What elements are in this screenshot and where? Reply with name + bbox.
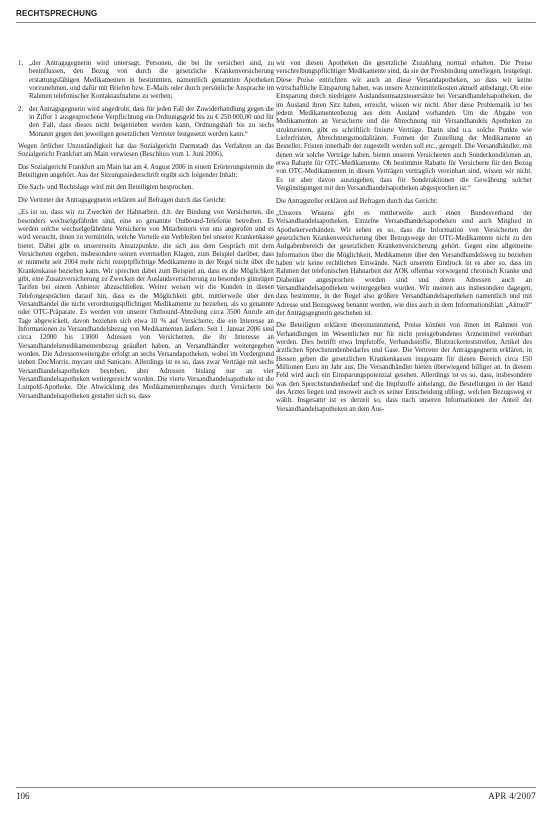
list-number: 2. <box>18 105 24 113</box>
paragraph: Die Vertreter der Antragsgegnerin erklären auf Befragen durch das Gericht: <box>18 196 226 204</box>
paragraph: „Es ist so, dass wir zu Zwecken der Hahnarbeit, d.h. der Bindung von Versicherten, die besonders wechselgefährdet sind, eine so genannte Outbound-Telefonie betreiben. Es werden solche wechselgefährdete Versicherte von Mitarbeitern von uns angerufen und es wird versucht, ihnen zu vermitteln, welche Vorteile ein Verbleiben bei unserer Krankenkasse bietet. Dabei gibt es unsererseits Ansatzpunkte, die sich aus dem Gespräch mit dem Versicherten ergeben, insbesondere seinen eventuellen Klagen, zum Beispiel darüber, dass er nunmehr seit 2004 mehr nicht rezeptpflichtige Medikamente in der Regel nicht über die Krankenkasse beziehen kann. Wir sprechen dabei zum Beispiel an, dass es die Möglichkeit gibt, eine Zusatzversicherung zu Zwecken der Auslandsversicherung zu besonders günstigen Tarifen bei einem Anbieter abzuschließen. Weiter weisen wir die Kunden in diesen Telefongesprächen darauf hin, dass es die Möglichkeit gibt, mittlerweile über den Versandhandel die nicht verordnungspflichtigen Medikamente zu beziehen, als so genannte oder OTC-Präparate. Es werden von unserer Outbound-Abteilung circa 3500 Anrufe am Tage abgewickelt, davon beziehen sich etwa 10 % auf Versicherte, die ein Interesse an Informationen zu Versandhandelsbezug von Medikamenten äußern. Seit 1. Januar 2006 sind circa 12000 bis 13000 Adressen von Versicherten, die ihr Interesse an Versandhandelsmedikamentenbezug geäußert haben, an Versandhändler weitergegeben worden. Die Adressenweitergabe erfolgt an sechs Versandapotheken, wobei im Vordergrund stehen DocMorris, mycare und Sanicare. Allerdings ist es so, dass zwar Verträge mit sechs Versandhandelsapotheken bestehen, aber Adressen bislang nur an vier Versandhandelsapotheken weitergereicht worden. Die vierte Versandhandelsapotheke ist die Luitpold-Apotheke. Die Abwicklung des Medikamentenbezuges durch Versicherte bei Versandhandelsapotheken gestaltet sich so, dass <box>18 209 274 400</box>
page-number: 106 <box>16 791 30 801</box>
section-label: RECHTSPRECHUNG <box>16 9 98 18</box>
list-item <box>18 60 274 102</box>
footer-rule <box>16 787 536 788</box>
paragraph: Wegen örtlicher Unzuständigkeit hat das Sozialgericht Darmstadt das Verfahren an das Sozialgericht Frankfurt am Main verwiesen (Beschluss vom 1. Juni 2006). <box>18 143 274 159</box>
left-column <box>18 60 274 782</box>
header-rule <box>16 22 536 23</box>
list-number: 1. <box>18 60 24 67</box>
right-column <box>276 60 532 782</box>
paragraph: Das Sozialgericht Frankfurt am Main hat am 4. August 2006 in einem Erörterungstermin die Beteiligten angehört. Aus der Sitzungsniederschrift ergibt sich folgender Inhalt: <box>18 163 274 180</box>
list-text: der Antragsgegnerin wird angedroht, dass für jeden Fall der Zuwiderhandlung gegen die in Ziffer 1 ausgesprochene Verpflichtung ein Ordnungsgeld bis zu € 250.000,00 und für den Fall, dass dieses nicht beigetrieben werden kann, Ordnungshaft bis zu sechs Monaten gegen den jeweiligen gesetzlichen Vertreter festgesetzt werden kann.“ <box>29 105 274 138</box>
list-text: „der Antragsgegnerin wird untersagt, Personen, die bei ihr versichert sind, zu beeinflussen, den Bezug von durch die gesetzliche Krankenversicherung erstattungsfähigen Medikamenten in bestimmten, namentlich genannten Apotheken vorzunehmen, und dafür mit Briefen bzw. E-Mails oder durch persönliche Ansprache im Rahmen telefonischer Kontaktaufnahme zu werben; <box>29 60 274 101</box>
paragraph: wir von diesen Apotheken die gesetzliche Zuzahlung normal erhalten. Die Preise verschreibungspflichtiger Medikamente sind, da sie der Preisbindung unterliegen, festgelegt. Diese Preise entrichten wir auch an diese Versandapotheken, so dass wir keine wirtschaftliche Einsparung haben, was unsere Arzneimittelkosten aktuell anbelangt. Ob eine Einsparung durch niedrigere Auslandsumsatzsteuersätze bei Versandhandelsapotheken, die im Ausland ihren Sitz haben, erreicht, wissen wir nicht. Aber diese Problematik ist bei jedem Medikamentenbezug aus dem Ausland vorhanden. Um die Abgabe von Medikamenten an Versicherte und die Abrechnung mit Versandhandels Apotheken zu strukturieren, gibt es schriftlich fixierte Verträge. Darin sind u.a. solche Punkte wie Lieferfristen, Abrechnungsmodalitäten, Formen der Zustellung der Medikamente an Besteller, Fristen innerhalb der zugestellt werden soll etc., geregelt. Die Versandhändler, mit denen wir solche Verträge haben, bieten unseren Versicherten auch Sonderkonditionen an, etwa Rabatte für OTC-Medikamente. Ob bestimmte Rabatte für Versicherte für den Bezug von OTC-Medikamenten in diesen Verträgen vertraglich vereinbart sind, wissen wir nicht. Es ist aber davon auszugehen, dass für Sonderaktionen die Gewährung solcher Vergünstigungen mit den Versandhandelsapotheken abgesprochen ist.“ <box>276 60 532 193</box>
paragraph: Die Antragsteller erklären auf Befragen durch das Gericht: <box>276 197 438 205</box>
journal-issue: APR 4/2007 <box>488 791 536 801</box>
paragraph: „Unseres Wissens gibt es mittlerweile auch einen Bundesverband der Versandhandelsapotheken. Einzelne Versandhandelsapotheken sind auch Mitglied in Apothekerverbänden. Wir sehen es so, dass die Information von Versicherten der gesetzlichen Krankenversicherung über Bezugswege der OTC-Medikamente nicht zu den Aufgabenbereich der gesetzlichen Krankenversicherung gehört. Gegen eine allgemeine Information über die Möglichkeit, Medikamente über den Versandhandelsweg zu beziehen haben wir keine rechtlichen Einwände. Nach unserem Eindruck ist es aber so, dass im Rahmen der telefonischen Hahnarbeit der AOK offenbar vorwiegend chronisch Kranke und Diabetiker angesprochen worden sind und deren Adressen auch an Versandhandelsapotheken weitergegeben wurden. Wir meinen aus insbesondere dagegen, dass bestimmte, in der Regel also größere Versandhandelsapotheken namentlich und mit Adresse und Bezugsweg benannt werden, wie dies auch in dem Informationsblatt „Aktuell“ der Antragsgegnerin geschehen ist. <box>276 209 532 317</box>
list-item <box>18 106 274 139</box>
paragraph: Die Beteiligten erklären übereinstimmend, Preise können von ihnen im Rahmen von Verhandlungen im Wesentlichen nur für nicht preisgebundenes Arzneimittel vereinbart werden. Dies betrifft etwa Impfstoffe, Verbandsstoffe, Blutzuckerteststreifen, Artikel des ärztlichen Sprechstundenbedarfes und Gase. Die Vertreter der Antragsgegnerin erklären, in Hessen geben die gesetzlichen Krankenkassen insgesamt für diesen Bereich circa 150 Millionen Euro im Jahr aus. Die Versandhändler bieten überwiegend billiger an. In diesem Feld wird auch ein Einsparungspotenzial gesehen. Allerdings ist es so, dass, insbesondere was den Sprechstundenbedarf und die Impfstoffe anbelangt, die Bestellungen in der Hand des Arztes liegen und insoweit auch es seiner Entscheidung obliegt, welchen Bezugsweg er wählt. Insgesamt ist es derzeit so, dass nach unseren Informationen der Anteil der Versandhandelsapotheken an dem Aus- <box>276 322 532 413</box>
paragraph: Die Sach- und Rechtslage wird mit den Beteiligten besprochen. <box>18 184 194 192</box>
